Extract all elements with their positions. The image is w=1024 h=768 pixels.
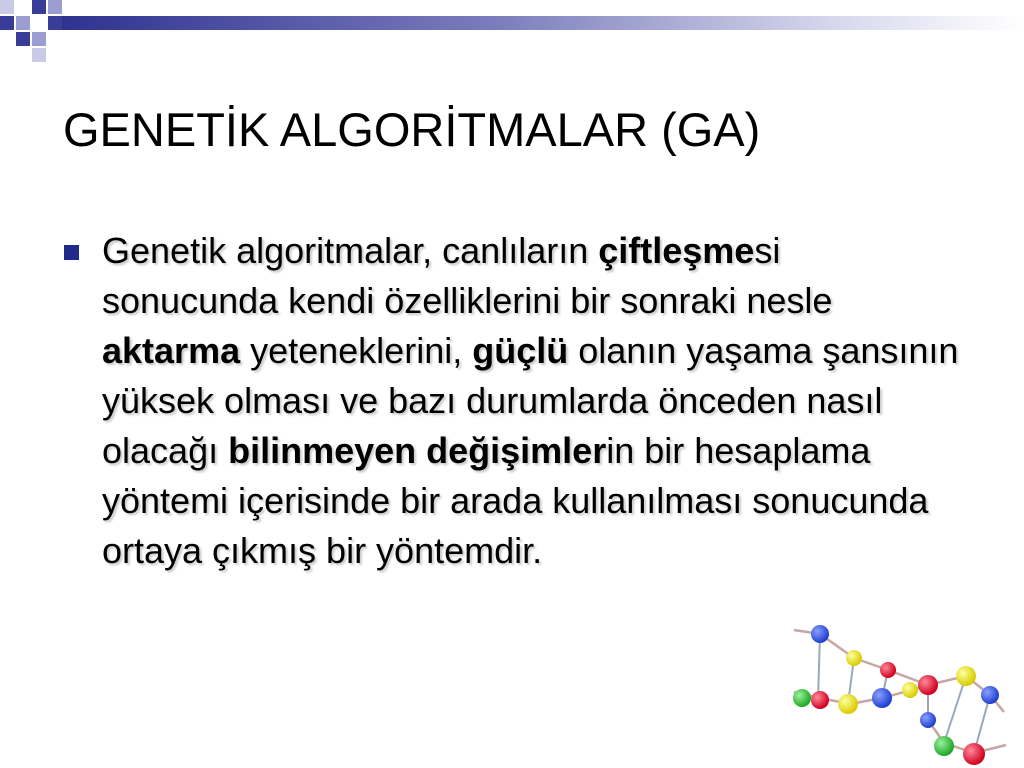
square-bullet-icon [64,245,79,260]
text-segment: in bir hesaplama yöntemi içerisinde bir arada kullanılması sonucunda ortaya çıkmış bir yöntemdir. [102,430,929,571]
bullet-text [102,226,964,576]
dna-helix-icon [790,620,1024,768]
bullet-item [64,226,964,576]
header-decoration [0,0,1024,62]
bold-term-bilinmeyen-degisimler: bilinmeyen değişimler [228,430,607,471]
bold-term-aktarma: aktarma [102,330,241,371]
bold-term-ciftlesme: çiftleşme [598,230,755,271]
bold-term-guclu: güçlü [472,330,569,371]
text-segment: olanın yaşama şansının yüksek olması ve bazı durumlarda önceden nasıl olacağı [102,330,959,471]
text-segment: si sonucunda kendi özelliklerini bir sonraki nesle [102,230,833,321]
slide-title: GENETİK ALGORİTMALAR (GA) [63,103,761,156]
text-segment: Genetik algoritmalar, canlıların [102,230,599,271]
text-segment: yeteneklerini, [240,330,473,371]
